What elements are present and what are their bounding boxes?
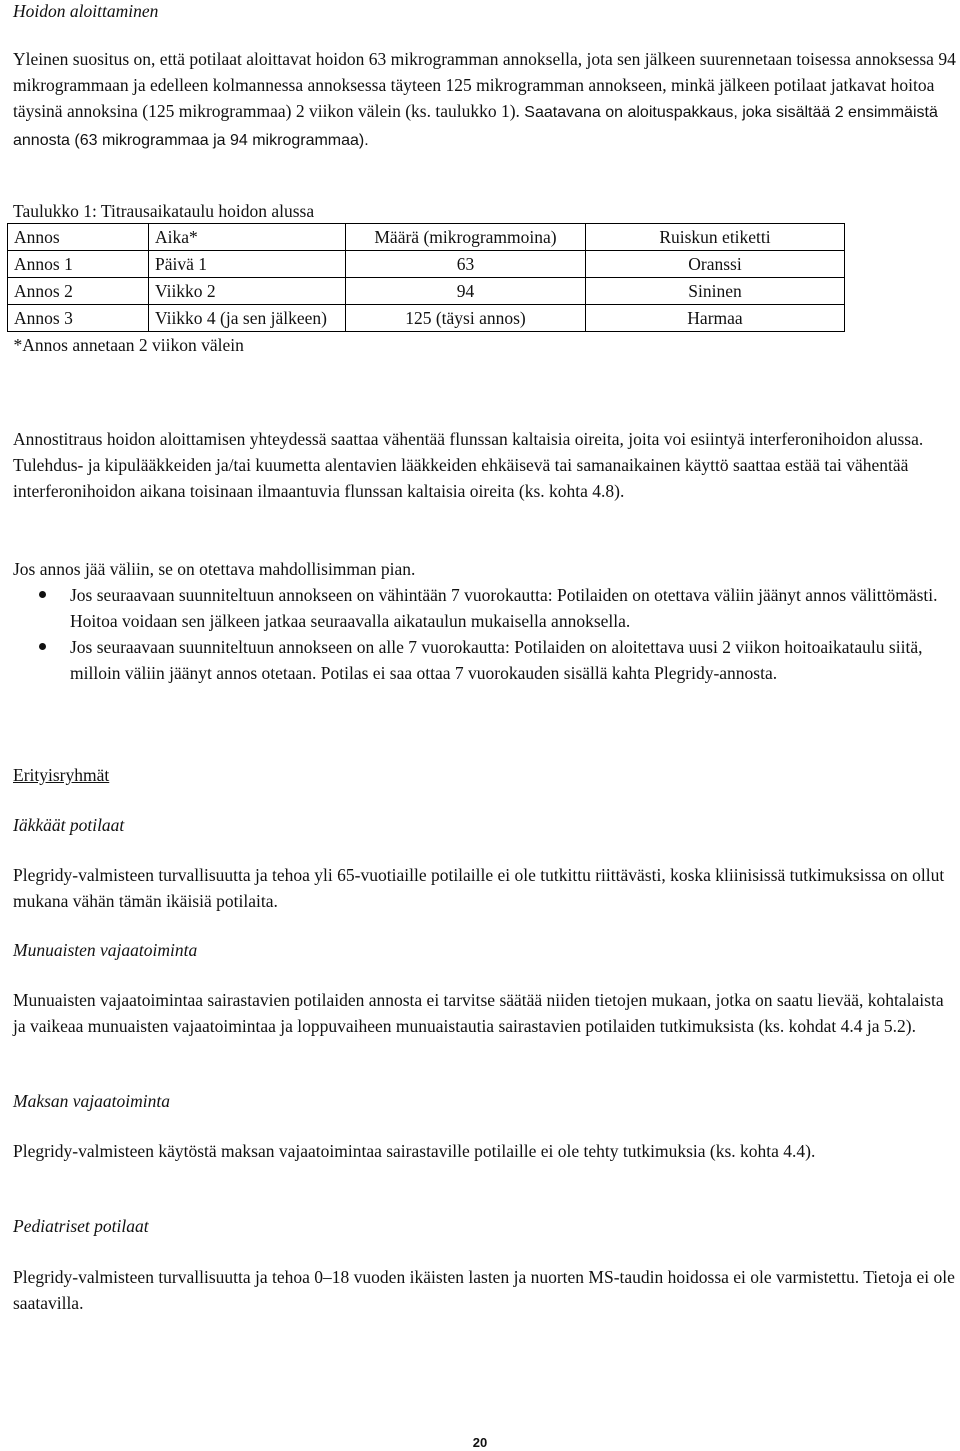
list-item-text: Jos seuraavaan suunniteltuun annokseen on vähintään 7 vuorokautta: Potilaiden on otettava väliin jäänyt annos välittömästi. Hoitoa voidaan sen jälkeen jatkaa seuraavalla aikataulun mukaisella annoksella. xyxy=(70,585,938,631)
table-header-cell: Määrä (mikrogrammoina) xyxy=(346,224,586,251)
paragraph-dosing-serif: Yleinen suositus on, että potilaat aloittavat hoidon 63 mikrogramman annoksella, jota sen jälkeen suurennetaan toisessa annoksessa 94 mikrogrammaan ja edelleen kolmannessa annoksessa täyteen 125 mikrogramman annokseen, minkä jälkeen potilaat jatkavat hoitoa täysinä annoksina (125 mikrogrammaa) 2 viikon välein (ks. taulukko 1). xyxy=(13,49,956,121)
heading-start: Hoidon aloittaminen xyxy=(13,1,159,21)
table-row xyxy=(8,251,845,278)
table-row xyxy=(8,278,845,305)
table-header-cell: Ruiskun etiketti xyxy=(586,224,845,251)
paragraph-titration: Annostitraus hoidon aloittamisen yhteydessä saattaa vähentää flunssan kaltaisia oireita, joita voi esiintyä interferonihoidon alussa. Tulehdus- ja kipulääkkeiden ja/tai kuumetta alentavien lääkkeiden ehkäisevä tai samanaikainen käyttö saattaa estää tai vähentää interferonihoidon aikana toisinaan ilmaantuvia flunssan kaltaisia oireita (ks. kohta 4.8). xyxy=(13,429,924,501)
paragraph-missed-dose: Jos annos jää väliin, se on otettava mahdollisimman pian. xyxy=(13,559,416,579)
heading-renal: Munuaisten vajaatoiminta xyxy=(13,940,198,960)
heading-hepatic: Maksan vajaatoiminta xyxy=(13,1091,170,1111)
heading-special-populations: Erityisryhmät xyxy=(13,765,110,785)
paragraph-hepatic: Plegridy-valmisteen käytöstä maksan vajaatoimintaa sairastaville potilaille ei ole tehty tutkimuksia (ks. kohta 4.4). xyxy=(13,1141,816,1161)
table-header-cell: Aika* xyxy=(149,224,346,251)
paragraph-dosing-sans: Saatavana on aloituspakkaus, joka sisältää 2 ensimmäistä annosta (63 mikrogrammaa ja 94 mikrogrammaa). xyxy=(13,104,938,149)
table-cell: 63 xyxy=(346,251,586,278)
list-item xyxy=(13,582,958,634)
table-cell: Viikko 2 xyxy=(149,278,346,305)
table-cell: 94 xyxy=(346,278,586,305)
table-header-cell: Annos xyxy=(8,224,149,251)
table-cell: Viikko 4 (ja sen jälkeen) xyxy=(149,305,346,332)
paragraph-elderly: Plegridy-valmisteen turvallisuutta ja tehoa yli 65-vuotiaille potilaille ei ole tutkittu riittävästi, koska kliinisissä tutkimuksissa on ollut mukana vähän tämän ikäisiä potilaita. xyxy=(13,865,945,911)
table-cell: Harmaa xyxy=(586,305,845,332)
page-number: 20 xyxy=(472,1435,488,1450)
table-cell: Oranssi xyxy=(586,251,845,278)
bullet-icon xyxy=(39,643,46,650)
table-cell: Annos 3 xyxy=(8,305,149,332)
bullet-icon xyxy=(39,591,46,598)
heading-pediatric: Pediatriset potilaat xyxy=(13,1216,149,1236)
table-cell: Päivä 1 xyxy=(149,251,346,278)
missed-dose-list xyxy=(13,582,958,686)
table-cell: Sininen xyxy=(586,278,845,305)
table-row xyxy=(8,305,845,332)
table-cell: 125 (täysi annos) xyxy=(346,305,586,332)
table-cell: Annos 2 xyxy=(8,278,149,305)
titration-table xyxy=(7,223,845,358)
table-caption: Taulukko 1: Titrausaikataulu hoidon alussa xyxy=(13,201,315,221)
table-footnote: *Annos annetaan 2 viikon välein xyxy=(13,335,244,355)
list-item xyxy=(13,634,958,686)
paragraph-pediatric: Plegridy-valmisteen turvallisuutta ja tehoa 0–18 vuoden ikäisten lasten ja nuorten MS-taudin hoidossa ei ole varmistettu. Tietoja ei ole saatavilla. xyxy=(13,1267,955,1313)
heading-elderly: Iäkkäät potilaat xyxy=(13,815,125,835)
paragraph-renal: Munuaisten vajaatoimintaa sairastavien potilaiden annosta ei tarvitse säätää niiden tietojen mukaan, jotka on saatu lievää, kohtalaista ja vaikeaa munuaisten vajaatoimintaa ja loppuvaiheen munuaistautia sairastavien potilaiden tutkimuksista (ks. kohdat 4.4 ja 5.2). xyxy=(13,990,944,1036)
table-footnote-row xyxy=(8,332,845,359)
table-cell: Annos 1 xyxy=(8,251,149,278)
list-item-text: Jos seuraavaan suunniteltuun annokseen on alle 7 vuorokautta: Potilaiden on aloitettava uusi 2 viikon hoitoaikataulu siitä, milloin väliin jäänyt annos otetaan. Potilas ei saa ottaa 7 vuorokauden sisällä kahta Plegridy-annosta. xyxy=(70,637,923,683)
paragraph-dosing xyxy=(13,46,958,154)
table-header-row xyxy=(8,224,845,251)
